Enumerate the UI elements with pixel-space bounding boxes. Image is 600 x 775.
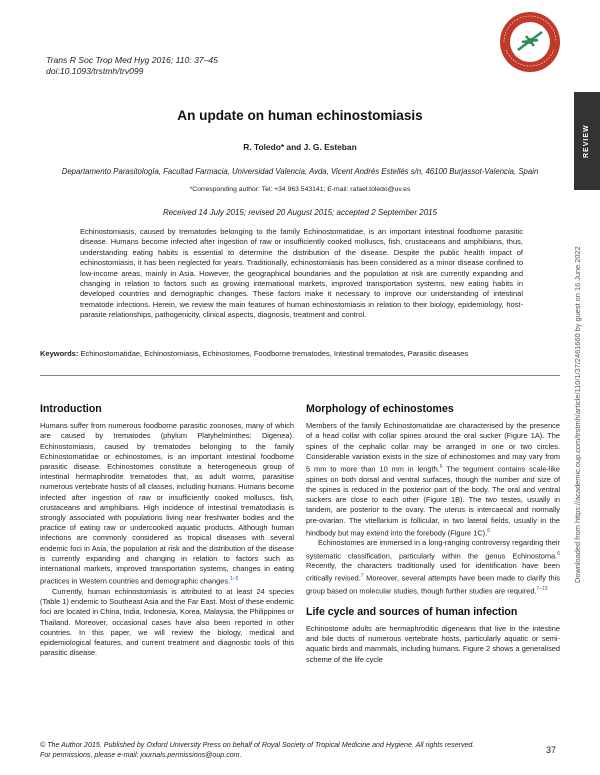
citation-ref[interactable]: 6 (487, 527, 490, 534)
morphology-paragraph-1: Members of the family Echinostomatidae are characterised by the presence of a head collar with collar spines around the oral sucker (Figure 1A). The spines of the cephalic collar may be arranged in one or two circles. Considerable variation exists in the size of echinostomes and may vary from 5 mm to more than 10 mm in length.$^6$ The tegument contains scale-like spines on both dorsal and ventral surfaces, though the number and size of the spines is reduced in the posterior part of the body. The oral and ventral suckers are close to each other (Figure 1B). The two testes, usually in tandem, are posterior to the ovary. The uterus is intercaecal and normally pre-ovarian. The vitellarium is follicular, in two lateral fields, usually in the hindbody but may extend into the forebody (Figure 1C).$^6$ (306, 421, 560, 538)
heading-morphology: Morphology of echinostomes (306, 403, 454, 415)
heading-introduction: Introduction (40, 403, 102, 415)
keywords-label: Keywords: (40, 349, 79, 358)
journal-header (46, 55, 218, 77)
right-column (306, 404, 560, 665)
corresponding-author: *Corresponding author: Tel: +34 963 543141; E-mail: rafael.toledo@uv.es (189, 186, 411, 193)
journal-citation: Trans R Soc Trop Med Hyg 2016; 110: 37–45 (46, 55, 218, 65)
article-title: An update on human echinostomiasis (177, 108, 423, 123)
download-note[interactable]: Downloaded from https://academic.oup.com/trstmh/article/110/1/37/2461660 by guest on 16 June 2022 (573, 246, 582, 583)
permissions-line: For permissions, please e-mail: journals.permissions@oup.com. (40, 751, 242, 759)
citation-ref[interactable]: 6 (557, 550, 560, 557)
intro-paragraph-1: Humans suffer from numerous foodborne parasitic zoonoses, many of which are caused by trematodes (phylum Platyhelminthes: Digenea). Echinostomiasis, caused by trematodes belonging to the family Echinostomatidae or echinostomes, is an important intestinal foodborne parasitic disease. Echinostomes constitute a heterogeneous group of intestinal hermaphrodite trematodes that, as adult worms, parasitise numerous vertebrate hosts of all classes, including humans. Humans become infected after ingestion of raw or insufficiently cooked molluscs, fish, crustaceans and amphibians. High incidence of intestinal trematodiasis is strongly associated with populations living near freshwater bodies and the practice of eating raw or undercooked aquatic products. Although human infections are commonly considered as tropical diseases with several endemic foci in Asia, the population at risk and the distribution of the disease is currently expanding and changing in relation to factors such as international markets, improved transportation systems, changes in eating practices in Western countries and demographic changes.$^{1-5}$ (40, 421, 294, 586)
left-column (40, 404, 294, 658)
intro-paragraph-2: Currently, human echinostomiasis is attributed to at least 24 species (Table 1) endemic to Southeast Asia and the Far East. Most of these endemic foci are located in China, India, Indonesia, Korea, Malaysia, the Philippines or Thailand. Moreover, occasional cases have also been reported in other countries. In this paper, we will review the biology, medical and epidemiological features, and current treatment and diagnostic tools of this parasitic disease. (40, 586, 294, 658)
society-logo (498, 10, 562, 74)
review-tab-label: REVIEW (583, 124, 590, 158)
citation-ref[interactable]: 6 (439, 464, 443, 471)
article-affiliation: Departamento Parasitología, Facultad Farmacia, Universidad Valencia, Avda, Vicent Andrés Estellés s/n, 46100 Burjassot-Valencia, Spain (61, 167, 539, 176)
page-number: 37 (546, 745, 557, 755)
abstract: Echinostomiasis, caused by trematodes belonging to the family Echinostomatidae, is an important intestinal foodborne parasitic disease. Humans become infected after ingestion of raw or insufficiently cooked molluscs, fish, crustaceans and amphibians, thus, understanding eating habits is essential to determine the distribution of the disease. Despite the public health impact of echinostomiasis, it has been neglected for years. Traditionally, echinostomiasis has been considered as a minor disease confined to low-income areas, mainly in Asia. However, the geographical boundaries and the population at risk are currently expanding and changing in relation to factors such as growing international markets, improved transportation systems, new eating habits in developed countries and demographic changes. These factors make it necessary to improve our understanding of intestinal trematode infections. Herein, we review the main features of human echinostomiasis in relation to their biology, epidemiology, host-parasite relationships, pathogenicity, clinical aspects, diagnosis, treatment and control. (80, 227, 523, 320)
life-cycle-paragraph: Echinostome adults are hermaphroditic digeneans that live in the intestine and bile ducts of numerous vertebrate hosts, particularly aquatic or semi-aquatic birds and mammals, including humans. Figure 2 shows a generalised scheme of the life cycle (306, 624, 560, 664)
divider (40, 375, 560, 376)
citation-ref[interactable]: 1–5 (230, 576, 239, 583)
article-dates: Received 14 July 2015; revised 20 August 2015; accepted 2 September 2015 (162, 208, 438, 217)
keywords-list: Echinostomatidae, Echinostomiasis, Echinostomes, Foodborne trematodes, Intestinal trematodes, Parasitic diseases (80, 349, 469, 358)
review-section-tab (574, 92, 600, 190)
doi: doi:10.1093/trstmh/trv099 (46, 66, 144, 76)
copyright-line: © The Author 2015. Published by Oxford University Press on behalf of Royal Society of Tropical Medicine and Hygiene. All rights reserved. (40, 741, 475, 749)
heading-life-cycle: Life cycle and sources of human infection (306, 605, 518, 618)
keywords (40, 349, 570, 358)
article-authors: R. Toledo* and J. G. Esteban (243, 142, 357, 152)
copyright-notice (40, 740, 560, 760)
morphology-paragraph-2: Echinostomes are immersed in a long-ranging controversy regarding their systematic classification, particularly within the genus Echinostoma.$^6$ Recently, the characters traditionally used for identification have been critically revised.$^7$ Moreover, several attempts have been made to clarify this group based on molecular studies, though further studies are required.$^{7-15}$ (306, 538, 560, 596)
citation-ref[interactable]: 7 (360, 573, 364, 580)
citation-ref[interactable]: 7–15 (536, 586, 548, 593)
